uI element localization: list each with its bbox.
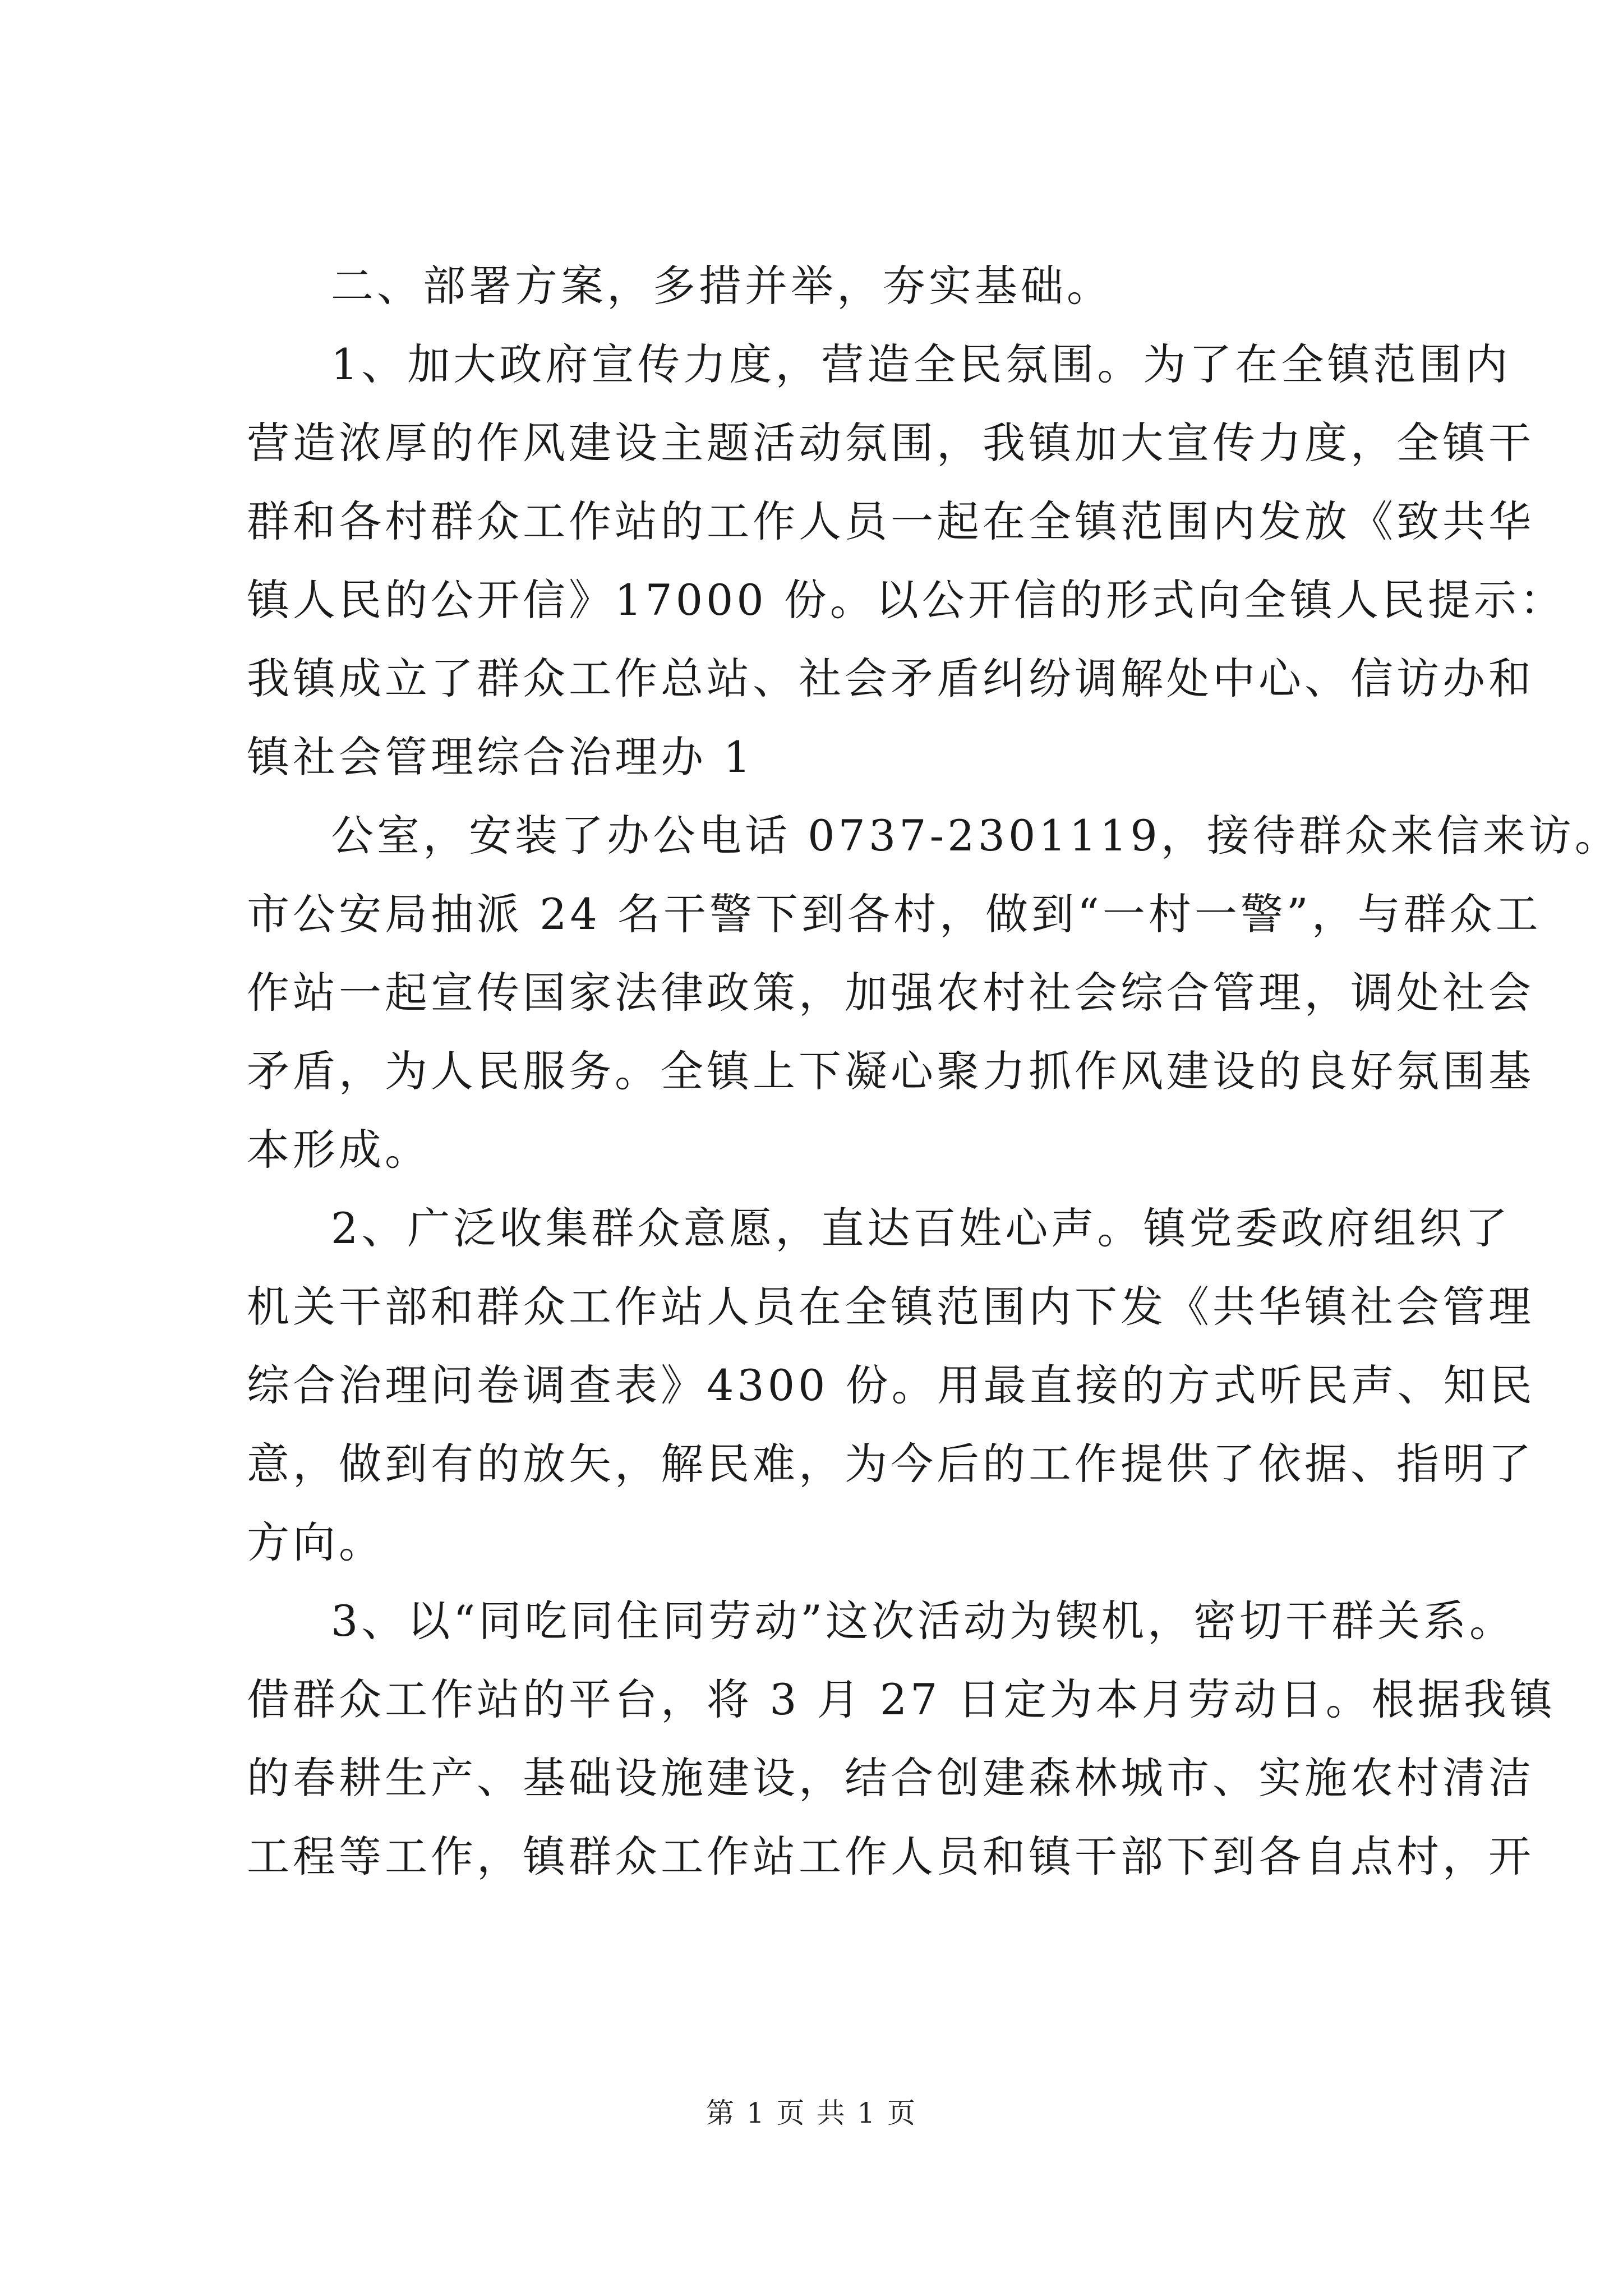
text-line: 工程等工作，镇群众工作站工作人员和镇干部下到各自点村，开 xyxy=(247,1832,1534,1881)
page-number: 第 1 页 共 1 页 xyxy=(706,2097,917,2129)
text-line: 借群众工作站的平台，将 3 月 27 日定为本月劳动日。根据我镇 xyxy=(247,1674,1556,1724)
text-line: 镇社会管理综合治理办 1 xyxy=(247,732,754,782)
text-line: 机关干部和群众工作站人员在全镇范围内下发《共华镇社会管理 xyxy=(247,1282,1534,1332)
paragraph-2 xyxy=(247,797,1621,1189)
text-line: 综合治理问卷调查表》4300 份。用最直接的方式听民声、知民 xyxy=(247,1360,1536,1410)
text-line: 矛盾，为人民服务。全镇上下凝心聚力抓作风建设的良好氛围基 xyxy=(247,1046,1534,1096)
text-line: 方向。 xyxy=(247,1517,385,1567)
text-line: 公室，安装了办公电话 0737-2301119，接待群众来信来访。 xyxy=(331,811,1621,861)
text-line: 1、加大政府宣传力度，营造全民氛围。为了在全镇范围内 xyxy=(331,339,1511,389)
text-line: 我镇成立了群众工作总站、社会矛盾纠纷调解处中心、信访办和 xyxy=(247,654,1534,703)
text-line: 2、广泛收集群众意愿，直达百姓心声。镇党委政府组织了 xyxy=(331,1203,1511,1253)
paragraph-1 xyxy=(247,325,1566,797)
text-line: 群和各村群众工作站的工作人员一起在全镇范围内发放《致共华 xyxy=(247,496,1534,546)
text-line: 作站一起宣传国家法律政策，加强农村社会综合管理，调处社会 xyxy=(247,968,1534,1018)
paragraph-3 xyxy=(247,1189,1536,1582)
text-line: 的春耕生产、基础设施建设，结合创建森林城市、实施农村清洁 xyxy=(247,1753,1534,1803)
text-line: 营造浓厚的作风建设主题活动氛围，我镇加大宣传力度，全镇干 xyxy=(247,418,1534,468)
text-line: 本形成。 xyxy=(247,1125,431,1175)
document-body xyxy=(247,247,1621,1896)
text-line: 二、部署方案，多措并举，夯实基础。 xyxy=(331,261,1113,311)
text-line: 3、以“同吃同住同劳动”这次活动为锲机，密切干群关系。 xyxy=(331,1596,1516,1646)
section-heading xyxy=(247,247,1436,325)
text-line: 市公安局抽派 24 名干警下到各村，做到“一村一警”，与群众工 xyxy=(247,889,1542,939)
page-footer xyxy=(0,2093,1623,2133)
paragraph-4 xyxy=(247,1582,1556,1896)
text-line: 意，做到有的放矢，解民难，为今后的工作提供了依据、指明了 xyxy=(247,1439,1534,1489)
text-line: 镇人民的公开信》17000 份。以公开信的形式向全镇人民提示： xyxy=(247,575,1566,625)
